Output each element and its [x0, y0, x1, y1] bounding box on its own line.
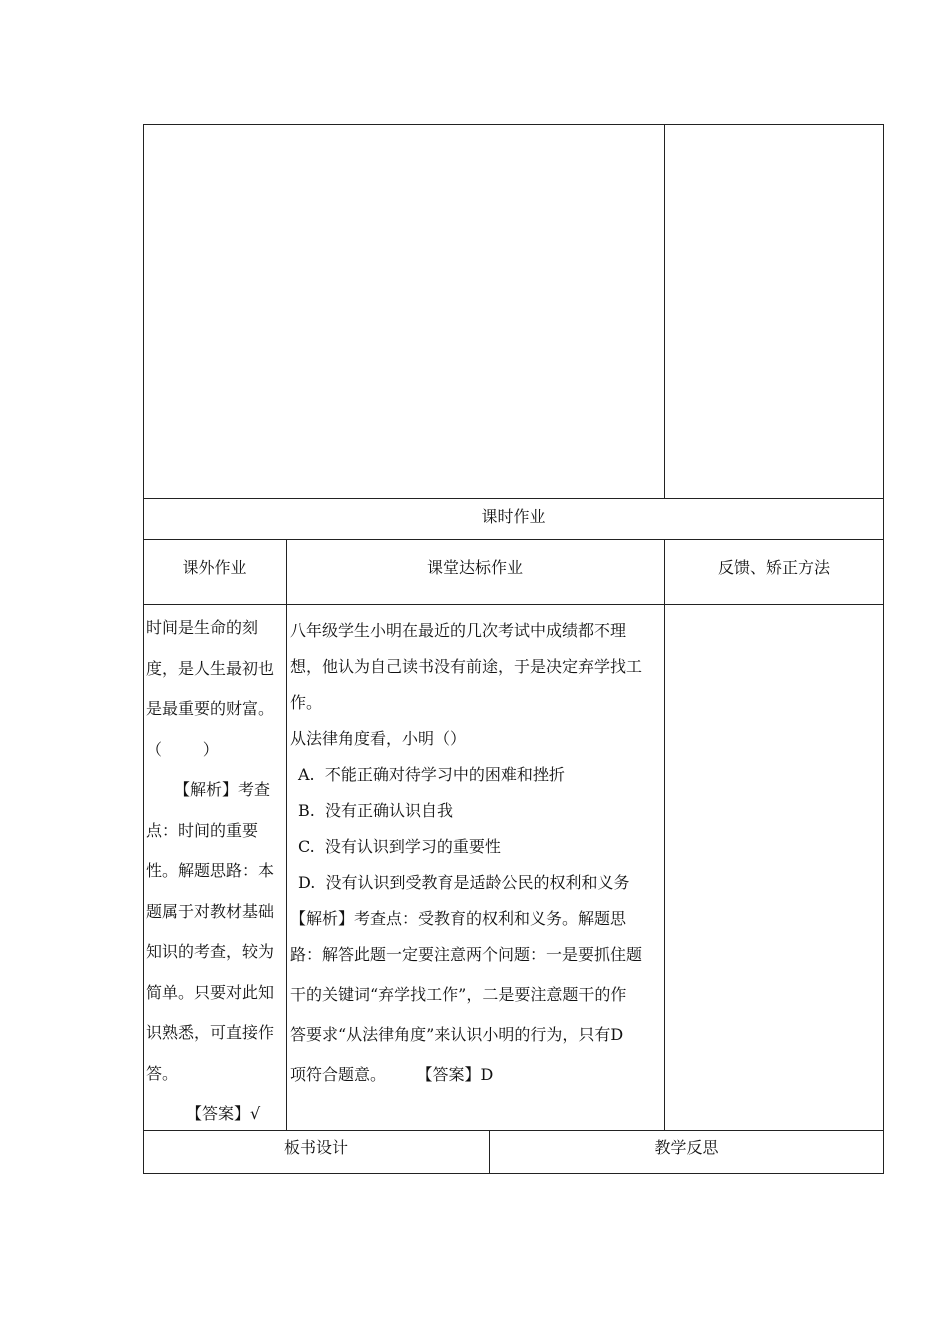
extra-homework-line: 题属于对教材基础 — [146, 901, 275, 921]
extra-homework-analysis: 【解析】考查 — [174, 780, 271, 799]
analysis-answer-line: 项符合题意。 【答案】D — [290, 1065, 494, 1084]
extra-homework-line: 知识的考查，较为 — [146, 942, 275, 961]
extra-homework-line: 答。 — [146, 1063, 179, 1083]
analysis-line: 干的关键词“弃学找工作”，二是要注意题干的作 — [290, 985, 627, 1004]
extra-homework-line: 点：时间的重要 — [146, 820, 259, 840]
header-class-homework: 课堂达标作业 — [426, 558, 523, 577]
footer-reflection: 教学反思 — [654, 1138, 719, 1157]
extra-homework-line: 识熟悉，可直接作 — [146, 1023, 275, 1042]
extra-homework-content — [146, 608, 284, 1135]
option-a: A. 不能正确对待学习中的困难和挫折 — [298, 765, 565, 784]
extra-homework-line: （ ） — [146, 739, 219, 759]
class-homework-content — [290, 618, 662, 1098]
question-line: 作。 — [290, 693, 323, 712]
extra-homework-line: 时间是生命的刻 — [146, 618, 259, 637]
row-divider-content — [143, 604, 884, 605]
extra-homework-answer: 【答案】√ — [186, 1104, 261, 1123]
header-extra-homework: 课外作业 — [182, 558, 247, 577]
footer-board-design: 板书设计 — [283, 1138, 348, 1157]
row-divider-section-title — [143, 498, 884, 499]
option-b: B. 没有正确认识自我 — [298, 801, 454, 820]
col-divider-top-right — [664, 124, 665, 498]
row-divider-headers — [143, 539, 884, 540]
extra-homework-line: 简单。只要对此知 — [146, 982, 275, 1002]
question-line: 从法律角度看，小明（） — [290, 729, 467, 748]
extra-homework-line: 性。解题思路：本 — [146, 861, 275, 880]
col-divider-left — [286, 539, 287, 1130]
extra-homework-line: 是最重要的财富。 — [146, 699, 275, 718]
analysis-line: 【解析】考查点：受教育的权利和义务。解题思 — [290, 909, 627, 928]
question-line: 想，他认为自己读书没有前途，于是决定弃学找工 — [290, 657, 643, 676]
header-feedback: 反馈、矫正方法 — [717, 558, 830, 577]
section-title: 课时作业 — [481, 507, 546, 526]
extra-homework-line: 度，是人生最初也 — [146, 658, 275, 678]
col-divider-right — [664, 539, 665, 1130]
option-c: C. 没有认识到学习的重要性 — [298, 837, 501, 856]
question-line: 八年级学生小明在最近的几次考试中成绩都不理 — [290, 621, 627, 640]
option-d: D. 没有认识到受教育是适龄公民的权利和义务 — [298, 873, 630, 892]
analysis-line: 答要求“从法律角度”来认识小明的行为，只有D — [290, 1025, 624, 1044]
analysis-line: 路：解答此题一定要注意两个问题：一是要抓住题 — [290, 945, 643, 964]
